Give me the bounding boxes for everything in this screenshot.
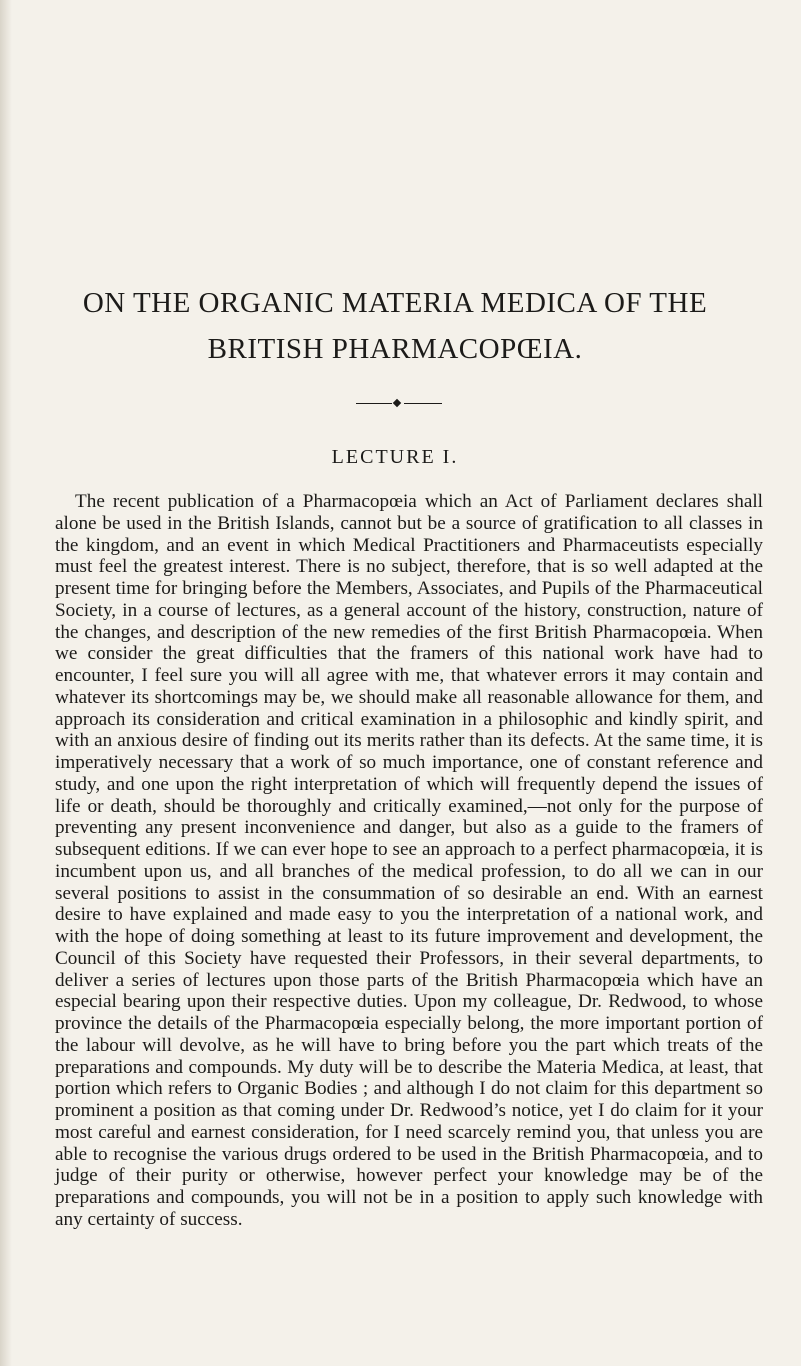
diamond-icon (393, 399, 401, 407)
page-edge-shadow (0, 0, 12, 1366)
divider-rule-left (356, 403, 392, 404)
body-paragraph: The recent publication of a Pharmacopœia which an Act of Parliament declares shall alone be used in the British Islands, cannot but be a source of gratification to all classes in the kingdom, and an event in which Medical Practitioners and Pharmaceutists especially must feel the greatest interest. There is no subject, therefore, that is so well adapted at the present time for bringing before the Members, Associates, and Pupils of the Pharmaceutical Society, in a course of lectures, as a general account of the history, construction, nature of the changes, and description of the new remedies of the first British Pharmacopœia. When we consider the great difficulties that the framers of this national work have had to encounter, I feel sure you will all agree with me, that whatever errors it may contain and whatever its shortcomings may be, we should make all reasonable allowance for them, and approach its consideration and critical examination in a philosophic and kindly spirit, and with an anxious desire of finding out its merits rather than its defects. At the same time, it is imperatively necessary that a work of so much importance, one of constant reference and study, and one upon the right interpretation of which will frequently depend the issues of life or death, should be thoroughly and critically examined,—not only for the purpose of preventing any present inconvenience and danger, but also as a guide to the framers of subsequent editions. If we can ever hope to see an approach to a perfect pharmacopœia, it is incumbent upon us, and all branches of the medical profession, to do all we can in our several positions to assist in the consummation of so desirable an end. With an earnest desire to have explained and made easy to you the interpretation of a national work, and with the hope of doing something at least to its future improvement and development, the Council of this Society have requested their Professors, in their several departments, to deliver a series of lectures upon those parts of the British Pharmacopœia which have an especial bearing upon their respective duties. Upon my colleague, Dr. Redwood, to whose province the details of the Pharmacopœia especially belong, the more important portion of the labour will devolve, as he will have to bring before you the part which treats of the preparations and compounds. My duty will be to describe the Materia Medica, at least, that portion which refers to Organic Bodies ; and although I do not claim for this department so prominent a position as that coming under Dr. Redwood’s notice, yet I do claim for it your most careful and earnest consideration, for I need scarcely remind you, that unless you are able to recognise the various drugs ordered to be used in the British Pharmacopœia, and to judge of their purity or otherwise, however perfect your knowledge may be of the preparations and compounds, you will not be in a position to apply such knowledge with any certainty of success. (55, 491, 763, 1230)
document-title-line-2: BRITISH PHARMACOPŒIA. (207, 333, 583, 365)
section-divider-ornament (356, 399, 442, 409)
divider-rule-right (404, 403, 442, 404)
lecture-heading: LECTURE I. (331, 446, 459, 468)
document-title-line-1: ON THE ORGANIC MATERIA MEDICA OF THE (82, 287, 708, 319)
